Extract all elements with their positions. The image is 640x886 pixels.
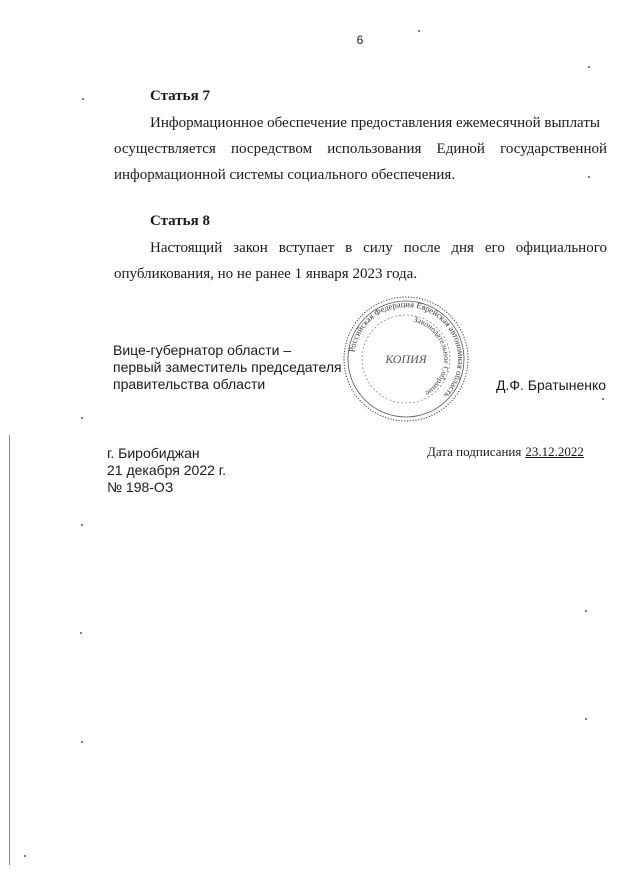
- scan-speck: [588, 176, 590, 178]
- law-date: 21 декабря 2022 г.: [107, 462, 227, 478]
- scan-speck: [585, 610, 587, 612]
- article-8-line: опубликования, но не ранее 1 января 2023 года.: [114, 266, 418, 282]
- city: г. Биробиджан: [107, 445, 200, 461]
- seal-outer-text: Российская Федерация Еврейская автономная область: [346, 298, 467, 401]
- signing-date: [427, 444, 584, 460]
- scan-speck: [81, 741, 83, 743]
- signatory-position: [113, 342, 342, 393]
- scan-speck: [602, 398, 604, 400]
- position-line: первый заместитель председателя: [113, 359, 342, 375]
- article-8-title: Статья 8: [150, 213, 210, 229]
- article-7-title: Статья 7: [150, 88, 210, 104]
- position-line: Вице-губернатор области –: [113, 342, 292, 358]
- position-line: правительства области: [113, 376, 266, 392]
- signing-date-label: Дата подписания: [427, 444, 522, 459]
- page-number: 6: [356, 33, 364, 47]
- article-8-text: [114, 235, 607, 287]
- article-7-line: осуществляется посредством использования Единой государственной: [114, 141, 607, 157]
- place-and-date: [107, 445, 226, 496]
- seal-center-text: КОПИЯ: [385, 352, 427, 366]
- scan-speck: [82, 98, 84, 100]
- law-number: № 198-ОЗ: [107, 479, 174, 495]
- scan-speck: [24, 855, 26, 857]
- article-7-text: [114, 110, 607, 188]
- article-8-line: Настоящий закон вступает в силу после дня его официального: [150, 240, 607, 256]
- signing-date-value: 23.12.2022: [525, 444, 584, 459]
- scan-speck: [81, 524, 83, 526]
- scan-speck: [80, 632, 82, 634]
- scan-speck: [585, 718, 587, 720]
- signatory-name: Д.Ф. Братыненко: [496, 377, 607, 393]
- scan-margin-line: [9, 435, 10, 865]
- article-7-line: информационной системы социального обеспечения.: [114, 167, 456, 183]
- official-seal: [341, 294, 471, 424]
- scan-speck: [81, 417, 83, 419]
- article-7-line: Информационное обеспечение предоставления ежемесячной выплаты: [150, 115, 600, 131]
- seal-inner-text: Законодательное Собрание: [412, 314, 452, 398]
- scan-speck: [418, 30, 420, 32]
- scan-speck: [588, 66, 590, 68]
